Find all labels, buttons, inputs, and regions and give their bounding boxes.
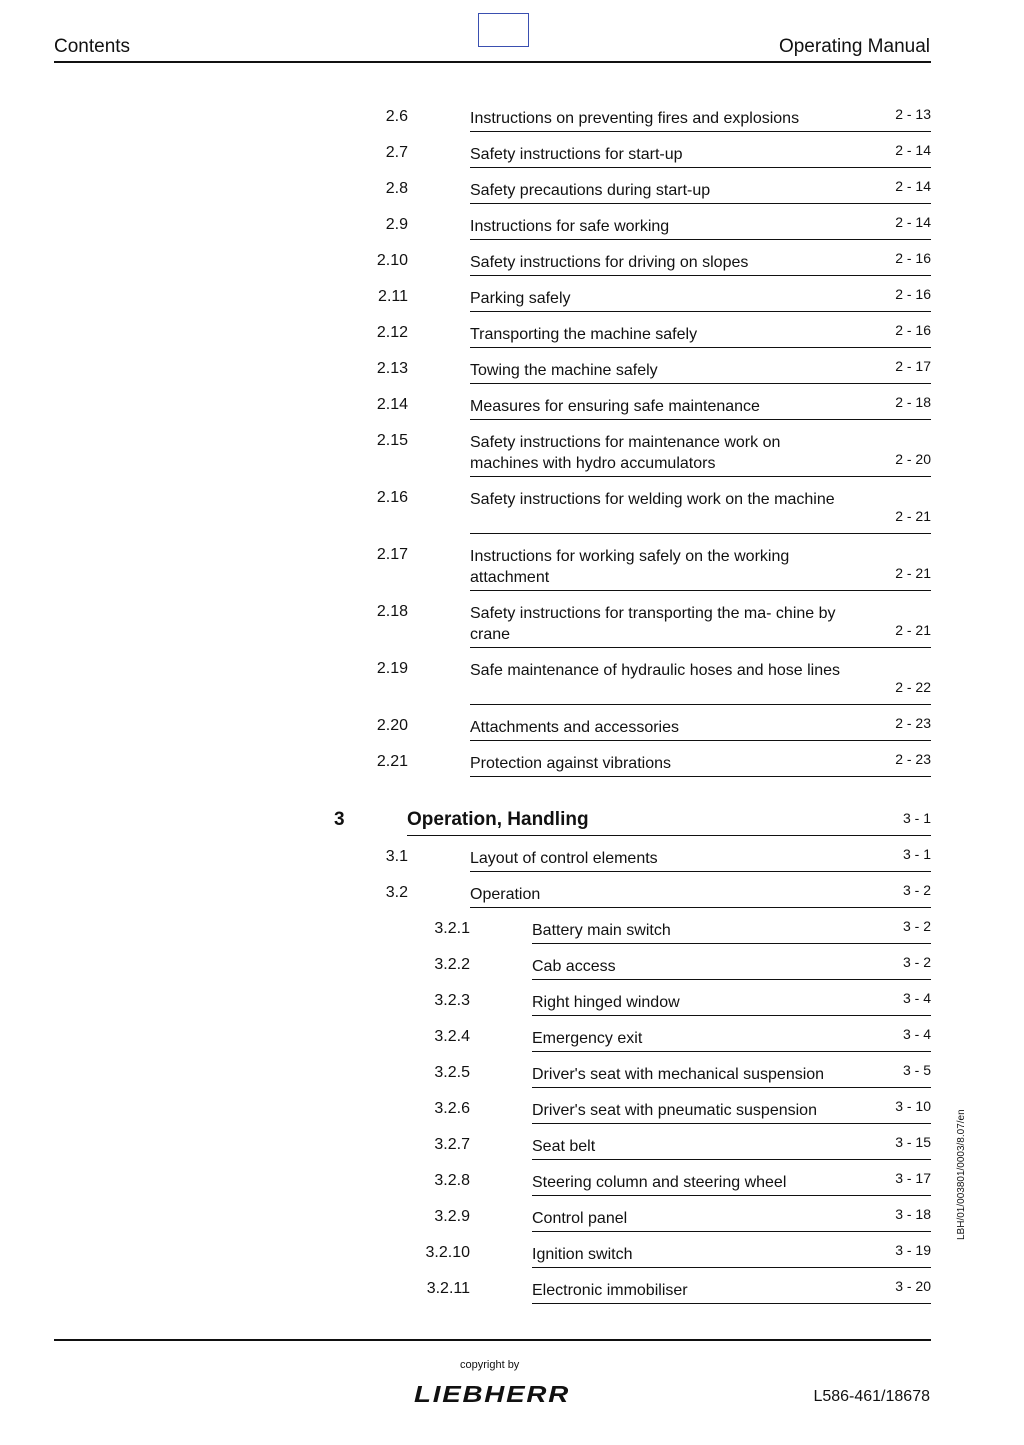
toc-entry-number: 2.6 [385,108,408,125]
toc-entry-number: 3.2.7 [434,1136,470,1153]
toc-entry-page: 3 - 1 [902,846,931,862]
toc-entry-page: 2 - 16 [895,286,931,302]
toc-entry-page: 2 - 21 [895,565,931,581]
toc-entry-number: 3.2.4 [434,1028,470,1045]
toc-entry-title: Safety instructions for driving on slopes [470,254,749,271]
toc-entry-title: Emergency exit [532,1030,643,1047]
toc-entry-title-block [470,252,931,276]
toc-entry-page: 2 - 14 [895,142,931,158]
toc-subentry[interactable] [402,1100,931,1124]
toc-entry-page: 3 - 10 [895,1098,931,1114]
toc-entry-page: 2 - 20 [895,451,931,467]
toc-entry[interactable] [340,108,931,132]
toc-entry-number: 2.13 [376,360,408,377]
toc-entry-page: 2 - 14 [895,178,931,194]
toc-entry-title: Protection against vibrations [470,755,671,772]
toc-entry-number: 3.2.3 [434,992,470,1009]
toc-entry-number: 2.9 [385,216,408,233]
toc-entry-page: 3 - 20 [895,1278,931,1294]
toc-entry-page: 3 - 5 [902,1062,931,1078]
toc-entry-title-block [532,1028,931,1052]
toc-entry-title: Driver's seat with pneumatic suspension [532,1102,817,1119]
toc-entry-title-block [532,1280,931,1304]
toc-entry-page: 2 - 14 [895,214,931,230]
toc-entry-number: 3.2 [385,884,408,901]
toc-entry-title: Safety instructions for welding work on the machine [470,491,835,508]
toc-entry-title-block [532,920,931,944]
toc-entry-number: 2.17 [376,546,408,563]
toc-entry-page: 2 - 18 [895,394,931,410]
footer-divider [54,1339,931,1341]
toc-entry-title: Safety precautions during start-up [470,182,711,199]
toc-entry[interactable] [340,252,931,276]
toc-entry-title: Parking safely [470,290,571,307]
toc-entry-number: 3.2.11 [426,1280,470,1297]
toc-entry-page: 2 - 23 [895,715,931,731]
header-divider [54,61,931,63]
toc-entry-title-block [532,1172,931,1196]
toc-entry-page: 3 - 4 [902,1026,931,1042]
toc-entry[interactable] [340,360,931,384]
toc-entry-title: Safety instructions for start-up [470,146,683,163]
toc-entry-page: 2 - 16 [895,322,931,338]
toc-entry-title: Towing the machine safely [470,362,658,379]
toc-entry-title: Ignition switch [532,1246,633,1263]
toc-entry-number: 3.2.9 [434,1208,470,1225]
toc-entry[interactable] [340,489,931,534]
toc-entry-title-block [470,324,931,348]
toc-subentry[interactable] [402,920,931,944]
toc-entry-title-block [532,1064,931,1088]
toc-entry[interactable] [340,432,931,477]
toc-entry-title-block [470,144,931,168]
toc-entry-number: 2.14 [376,396,408,413]
toc-entry-number: 2.21 [376,753,408,770]
toc-entry-number: 2.16 [376,489,408,506]
toc-subentry[interactable] [402,1172,931,1196]
toc-entry[interactable] [340,324,931,348]
toc-entry-title-block [532,1244,931,1268]
toc-entry-number: 2.8 [385,180,408,197]
toc-entry-title: Cab access [532,958,616,975]
toc-entry-title-block [470,884,931,908]
toc-entry-title: Transporting the machine safely [470,326,698,343]
toc-entry-page: 3 - 18 [895,1206,931,1222]
toc-entry-title: Layout of control elements [470,850,658,867]
toc-entry-title: Control panel [532,1210,628,1227]
toc-entry[interactable] [340,546,931,591]
toc-entry-title-block [470,360,931,384]
toc-entry-page: 3 - 19 [895,1242,931,1258]
toc-entry-page: 3 - 4 [902,990,931,1006]
toc-entry[interactable] [340,848,931,872]
toc-entry-number: 2.18 [376,603,408,620]
toc-entry-title-block [470,108,931,132]
toc-entry-number: 2.15 [376,432,408,449]
toc-entry-title-block [470,432,931,477]
toc-entry-title-block [470,216,931,240]
toc-entry-title-block [470,288,931,312]
toc-entry-number: 3.2.10 [425,1244,470,1261]
liebherr-logo-text: LIEBHERR [414,1381,570,1407]
liebherr-logo [412,1381,572,1407]
toc-entry-title-block [470,396,931,420]
toc-entry-title: Instructions on preventing fires and explosions [470,110,800,127]
toc-entry-page: 2 - 21 [895,622,931,638]
toc-entry-title: Attachments and accessories [470,719,679,736]
toc-entry-page: 2 - 22 [895,679,931,695]
toc-entry-page: 3 - 15 [895,1134,931,1150]
toc-entry-title: Seat belt [532,1138,596,1155]
header-section-title: Contents [54,36,131,57]
toc-entry[interactable] [340,717,931,741]
toc-entry-title: Driver's seat with mechanical suspension [532,1066,825,1083]
toc-entry[interactable] [340,396,931,420]
copyright-label: copyright by [460,1359,520,1371]
toc-entry-title-block [470,753,931,777]
toc-entry-title-block [532,956,931,980]
toc-entry-page: 2 - 16 [895,250,931,266]
toc-entry-number: 2.10 [376,252,408,269]
toc-subentry[interactable] [402,956,931,980]
toc-entry-title: Safety instructions for maintenance work on machines with hydro accumulators [470,434,781,472]
toc-entry-number: 3.2.2 [434,956,470,973]
toc-subentry[interactable] [402,992,931,1016]
toc-entry-page: 3 - 2 [902,882,931,898]
toc-entry-page: 2 - 23 [895,751,931,767]
toc-entry-title: Instructions for safe working [470,218,670,235]
toc-entry-title: Safety instructions for transporting the ma- chine by crane [470,605,836,643]
toc-subentry[interactable] [402,1136,931,1160]
toc-entry-title: Operation [470,886,541,903]
toc-entry-title-block [532,1208,931,1232]
toc-entry-number: 2.12 [376,324,408,341]
toc-entry-page: 3 - 2 [902,954,931,970]
toc-entry[interactable] [340,288,931,312]
toc-entry-number: 2.11 [378,288,408,305]
toc-entry-title-block [470,603,931,648]
toc-chapter-page: 3 - 1 [902,810,931,826]
toc-entry-page: 2 - 21 [895,508,931,524]
header-empty-box [478,13,529,47]
toc-entry-number: 3.2.1 [434,920,470,937]
toc-chapter-number: 3 [334,809,345,830]
toc-chapter-title: Operation, Handling [407,809,589,830]
document-code-vertical: LBH/01/003801/0003/8.07/en [956,1109,967,1240]
toc-entry-title: Battery main switch [532,922,671,939]
toc-entry-number: 3.2.6 [434,1100,470,1117]
toc-subentry[interactable] [402,1244,931,1268]
toc-entry-title-block [470,489,931,534]
toc-chapter-title-block [407,809,931,836]
toc-entry-page: 2 - 17 [895,358,931,374]
toc-entry-number: 2.20 [376,717,408,734]
toc-subentry[interactable] [402,1208,931,1232]
toc-entry-title-block [470,660,931,705]
toc-entry-number: 3.1 [385,848,408,865]
toc-entry-page: 3 - 2 [902,918,931,934]
toc-entry-title-block [532,992,931,1016]
toc-chapter[interactable] [334,809,931,836]
toc-entry-number: 2.19 [376,660,408,677]
toc-entry-title: Right hinged window [532,994,680,1011]
document-number: L586-461/18678 [813,1388,930,1405]
toc-entry-title-block [532,1100,931,1124]
toc-entry[interactable] [340,216,931,240]
toc-subentry[interactable] [402,1064,931,1088]
toc-entry[interactable] [340,603,931,648]
toc-entry-number: 2.7 [385,144,408,161]
toc-entry-page: 3 - 17 [895,1170,931,1186]
toc-entry-title: Safe maintenance of hydraulic hoses and hose lines [470,662,841,679]
toc-entry-number: 3.2.5 [434,1064,470,1081]
toc-entry-title-block [470,848,931,872]
toc-entry[interactable] [340,884,931,908]
toc-entry-number: 3.2.8 [434,1172,470,1189]
toc-entry[interactable] [340,660,931,705]
toc-entry-title: Instructions for working safely on the working attachment [470,548,790,586]
toc-entry[interactable] [340,180,931,204]
toc-entry-title: Measures for ensuring safe maintenance [470,398,760,415]
toc-entry[interactable] [340,753,931,777]
header-manual-title: Operating Manual [778,36,930,57]
toc-entry-title-block [532,1136,931,1160]
toc-entry-title-block [470,180,931,204]
toc-entry-title-block [470,546,931,591]
toc-entry[interactable] [340,144,931,168]
toc-entry-page: 2 - 13 [895,106,931,122]
toc-entry-title-block [470,717,931,741]
toc-subentry[interactable] [402,1280,931,1304]
toc-entry-title: Electronic immobiliser [532,1282,688,1299]
toc-entry-title: Steering column and steering wheel [532,1174,787,1191]
toc-subentry[interactable] [402,1028,931,1052]
